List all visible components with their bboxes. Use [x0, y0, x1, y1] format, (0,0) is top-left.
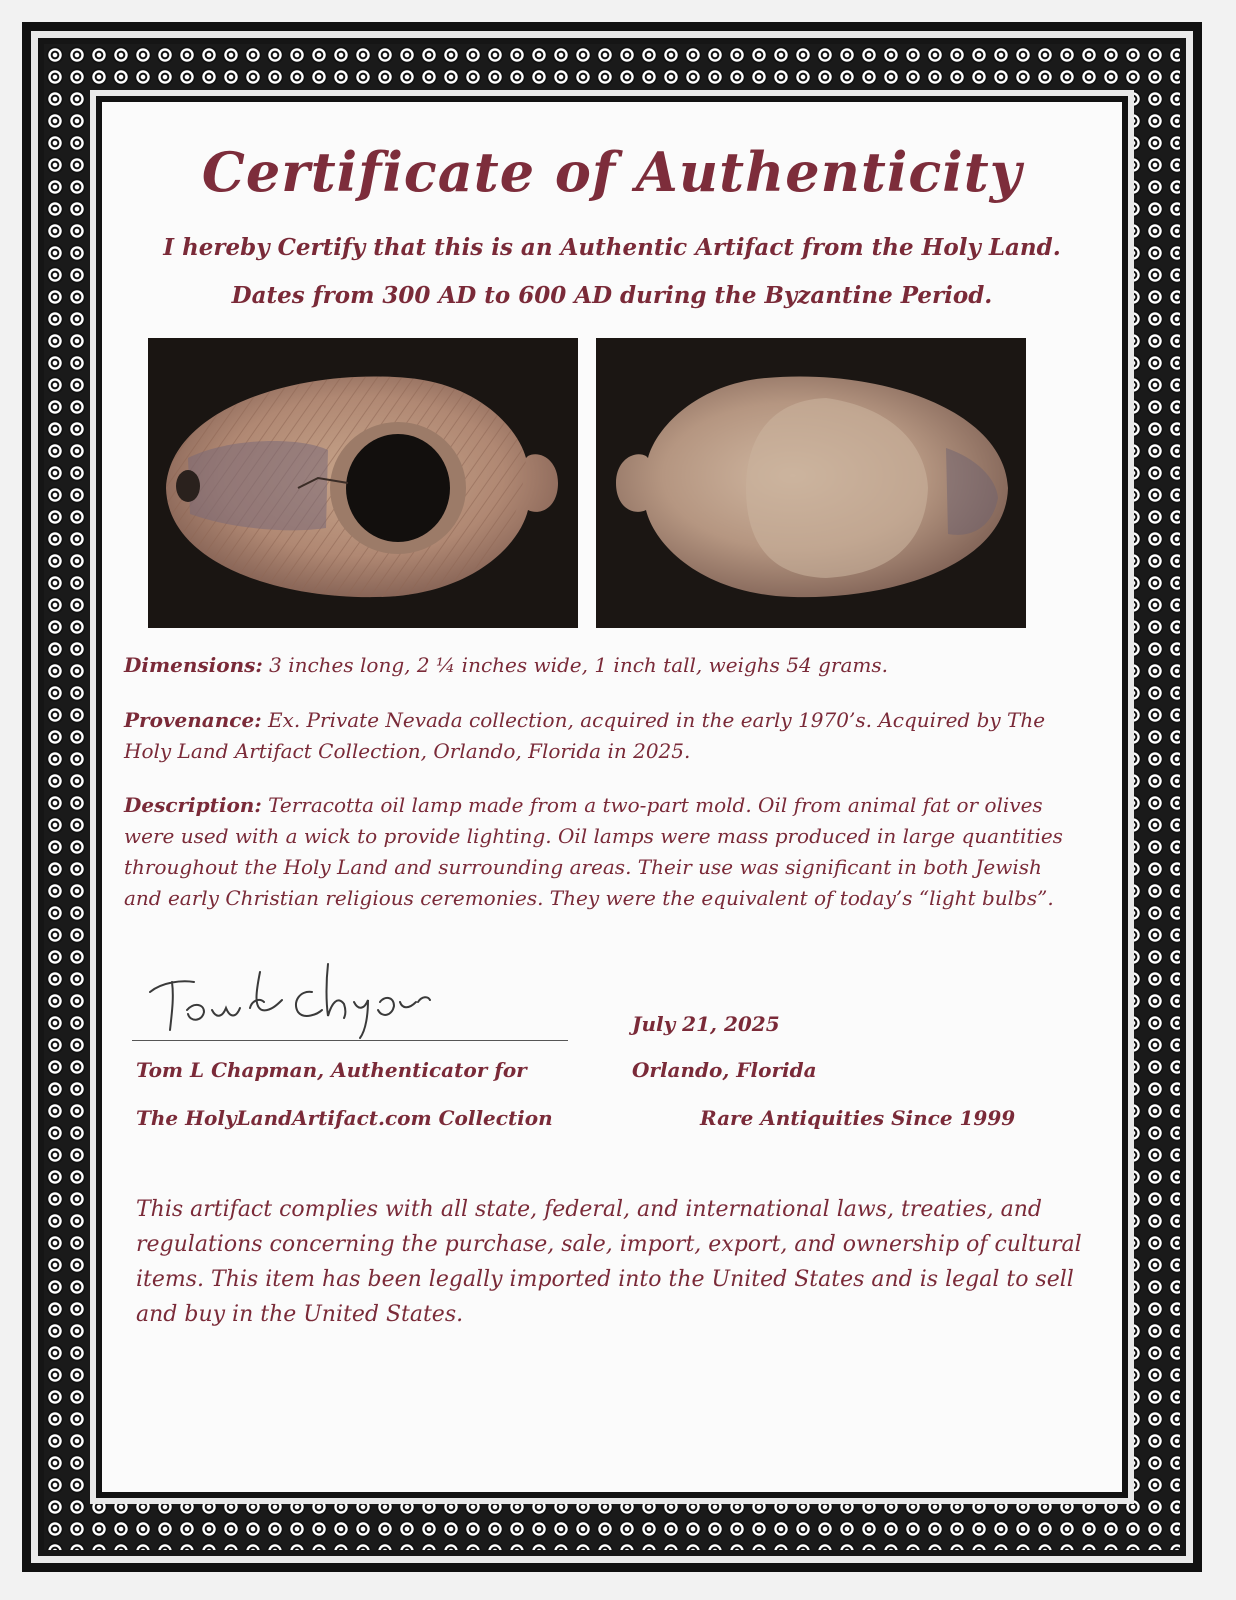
certificate-content: [102, 102, 1122, 1492]
provenance-label: Provenance:: [124, 708, 262, 732]
certificate-date: July 21, 2025: [632, 1012, 780, 1036]
provenance-paragraph: [124, 705, 1084, 767]
collection-name: The HolyLandArtifact.com Collection: [136, 1106, 553, 1130]
oil-lamp-top-photo: [148, 338, 578, 628]
dimensions-text: 3 inches long, 2 ¼ inches wide, 1 inch tall, weighs 54 grams.: [262, 653, 888, 677]
description-label: Description:: [124, 793, 262, 817]
dimensions-paragraph: [124, 650, 1084, 681]
authenticator-name: Tom L Chapman, Authenticator for: [136, 1058, 527, 1082]
description-text: Terracotta oil lamp made from a two-part mold. Oil from animal fat or olives were used with a wick to provide lighting. Oil lamps were mass produced in large quantities throughout the Holy Land and surrounding areas. Their use was significant in both Jewish and early Christian religious ceremonies. They were the equivalent of today’s “light bulbs”.: [124, 793, 1063, 910]
signature-graphic: [132, 952, 572, 1042]
certificate-place: Orlando, Florida: [632, 1058, 817, 1082]
legal-statement: This artifact complies with all state, federal, and international laws, treaties, and regulations concerning the purchase, sale, import, export, and ownership of cultural items. This item has been legally imported into the United States and is legal to sell and buy in the United States.: [136, 1197, 1082, 1327]
signature-line: [132, 1040, 568, 1041]
certify-statement: I hereby Certify that this is an Authentic Artifact from the Holy Land.: [163, 234, 1061, 261]
company-since: Rare Antiquities Since 1999: [700, 1106, 1016, 1130]
certificate-title: Certificate of Authenticity: [201, 140, 1023, 204]
oil-lamp-bottom-photo: [596, 338, 1026, 628]
provenance-text: Ex. Private Nevada collection, acquired in the early 1970’s. Acquired by The Holy Land Artifact Collection, Orlando, Florida in 2025.: [124, 708, 1046, 763]
dimensions-label: Dimensions:: [124, 653, 263, 677]
description-paragraph: [124, 790, 1084, 914]
dates-statement: Dates from 300 AD to 600 AD during the Byzantine Period.: [231, 282, 993, 309]
